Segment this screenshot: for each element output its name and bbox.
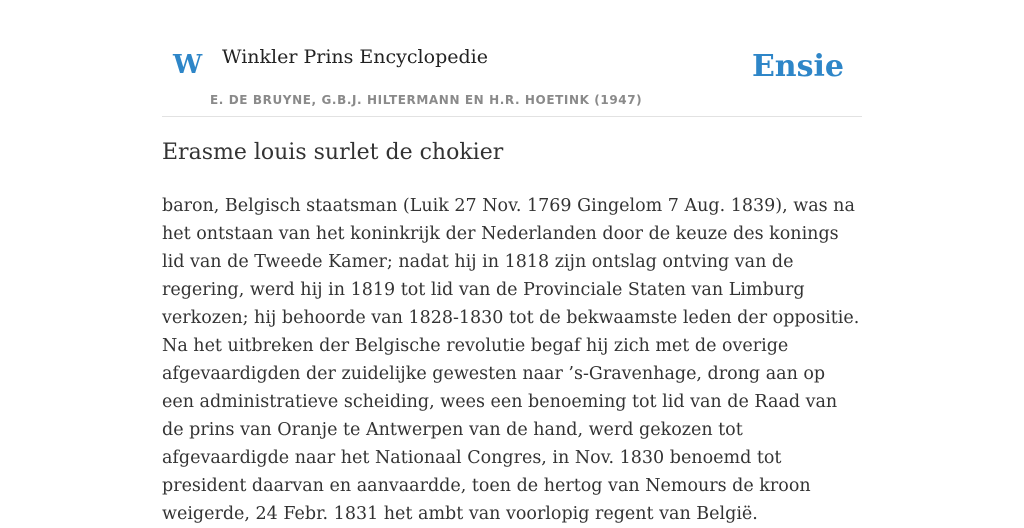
winkler-prins-logo[interactable]: W (173, 50, 203, 80)
header (162, 30, 862, 117)
ensie-logo[interactable]: Ensie (751, 49, 844, 84)
article-body: baron, Belgisch staatsman (Luik 27 Nov. 1769 Gingelom 7 Aug. 1839), was na het ontstaan van het koninkrijk der Nederlanden door de keuze des konings lid van de Tweede Kamer; nadat hij in 1818 zijn ontslag ontving van de regering, werd hij in 1819 tot lid van de Provinciale Staten van Limburg verkozen; hij behoorde van 1828-1830 tot de bekwaamste leden der oppositie. Na het uitbreken der Belgische revolutie begaf hij zich met de overige afgevaardigden der zuidelijke gewesten naar ’s-Gravenhage, drong aan op een administratieve scheiding, wees een benoeming tot lid van de Raad van de prins van Oranje te Antwerpen van de hand, werd gekozen tot afgevaardigde naar het Nationaal Congres, in Nov. 1830 benoemd tot president daarvan en aanvaardde, toen de hertog van Nemours de kroon weigerde, 24 Febr. 1831 het ambt van voorlopig regent van België. (162, 196, 860, 524)
article-title: Erasme louis surlet de chokier (162, 140, 504, 165)
site-title[interactable]: Winkler Prins Encyclopedie (222, 46, 488, 68)
authors-line: E. DE BRUYNE, G.B.J. HILTERMANN EN H.R. HOETINK (1947) (210, 93, 643, 107)
